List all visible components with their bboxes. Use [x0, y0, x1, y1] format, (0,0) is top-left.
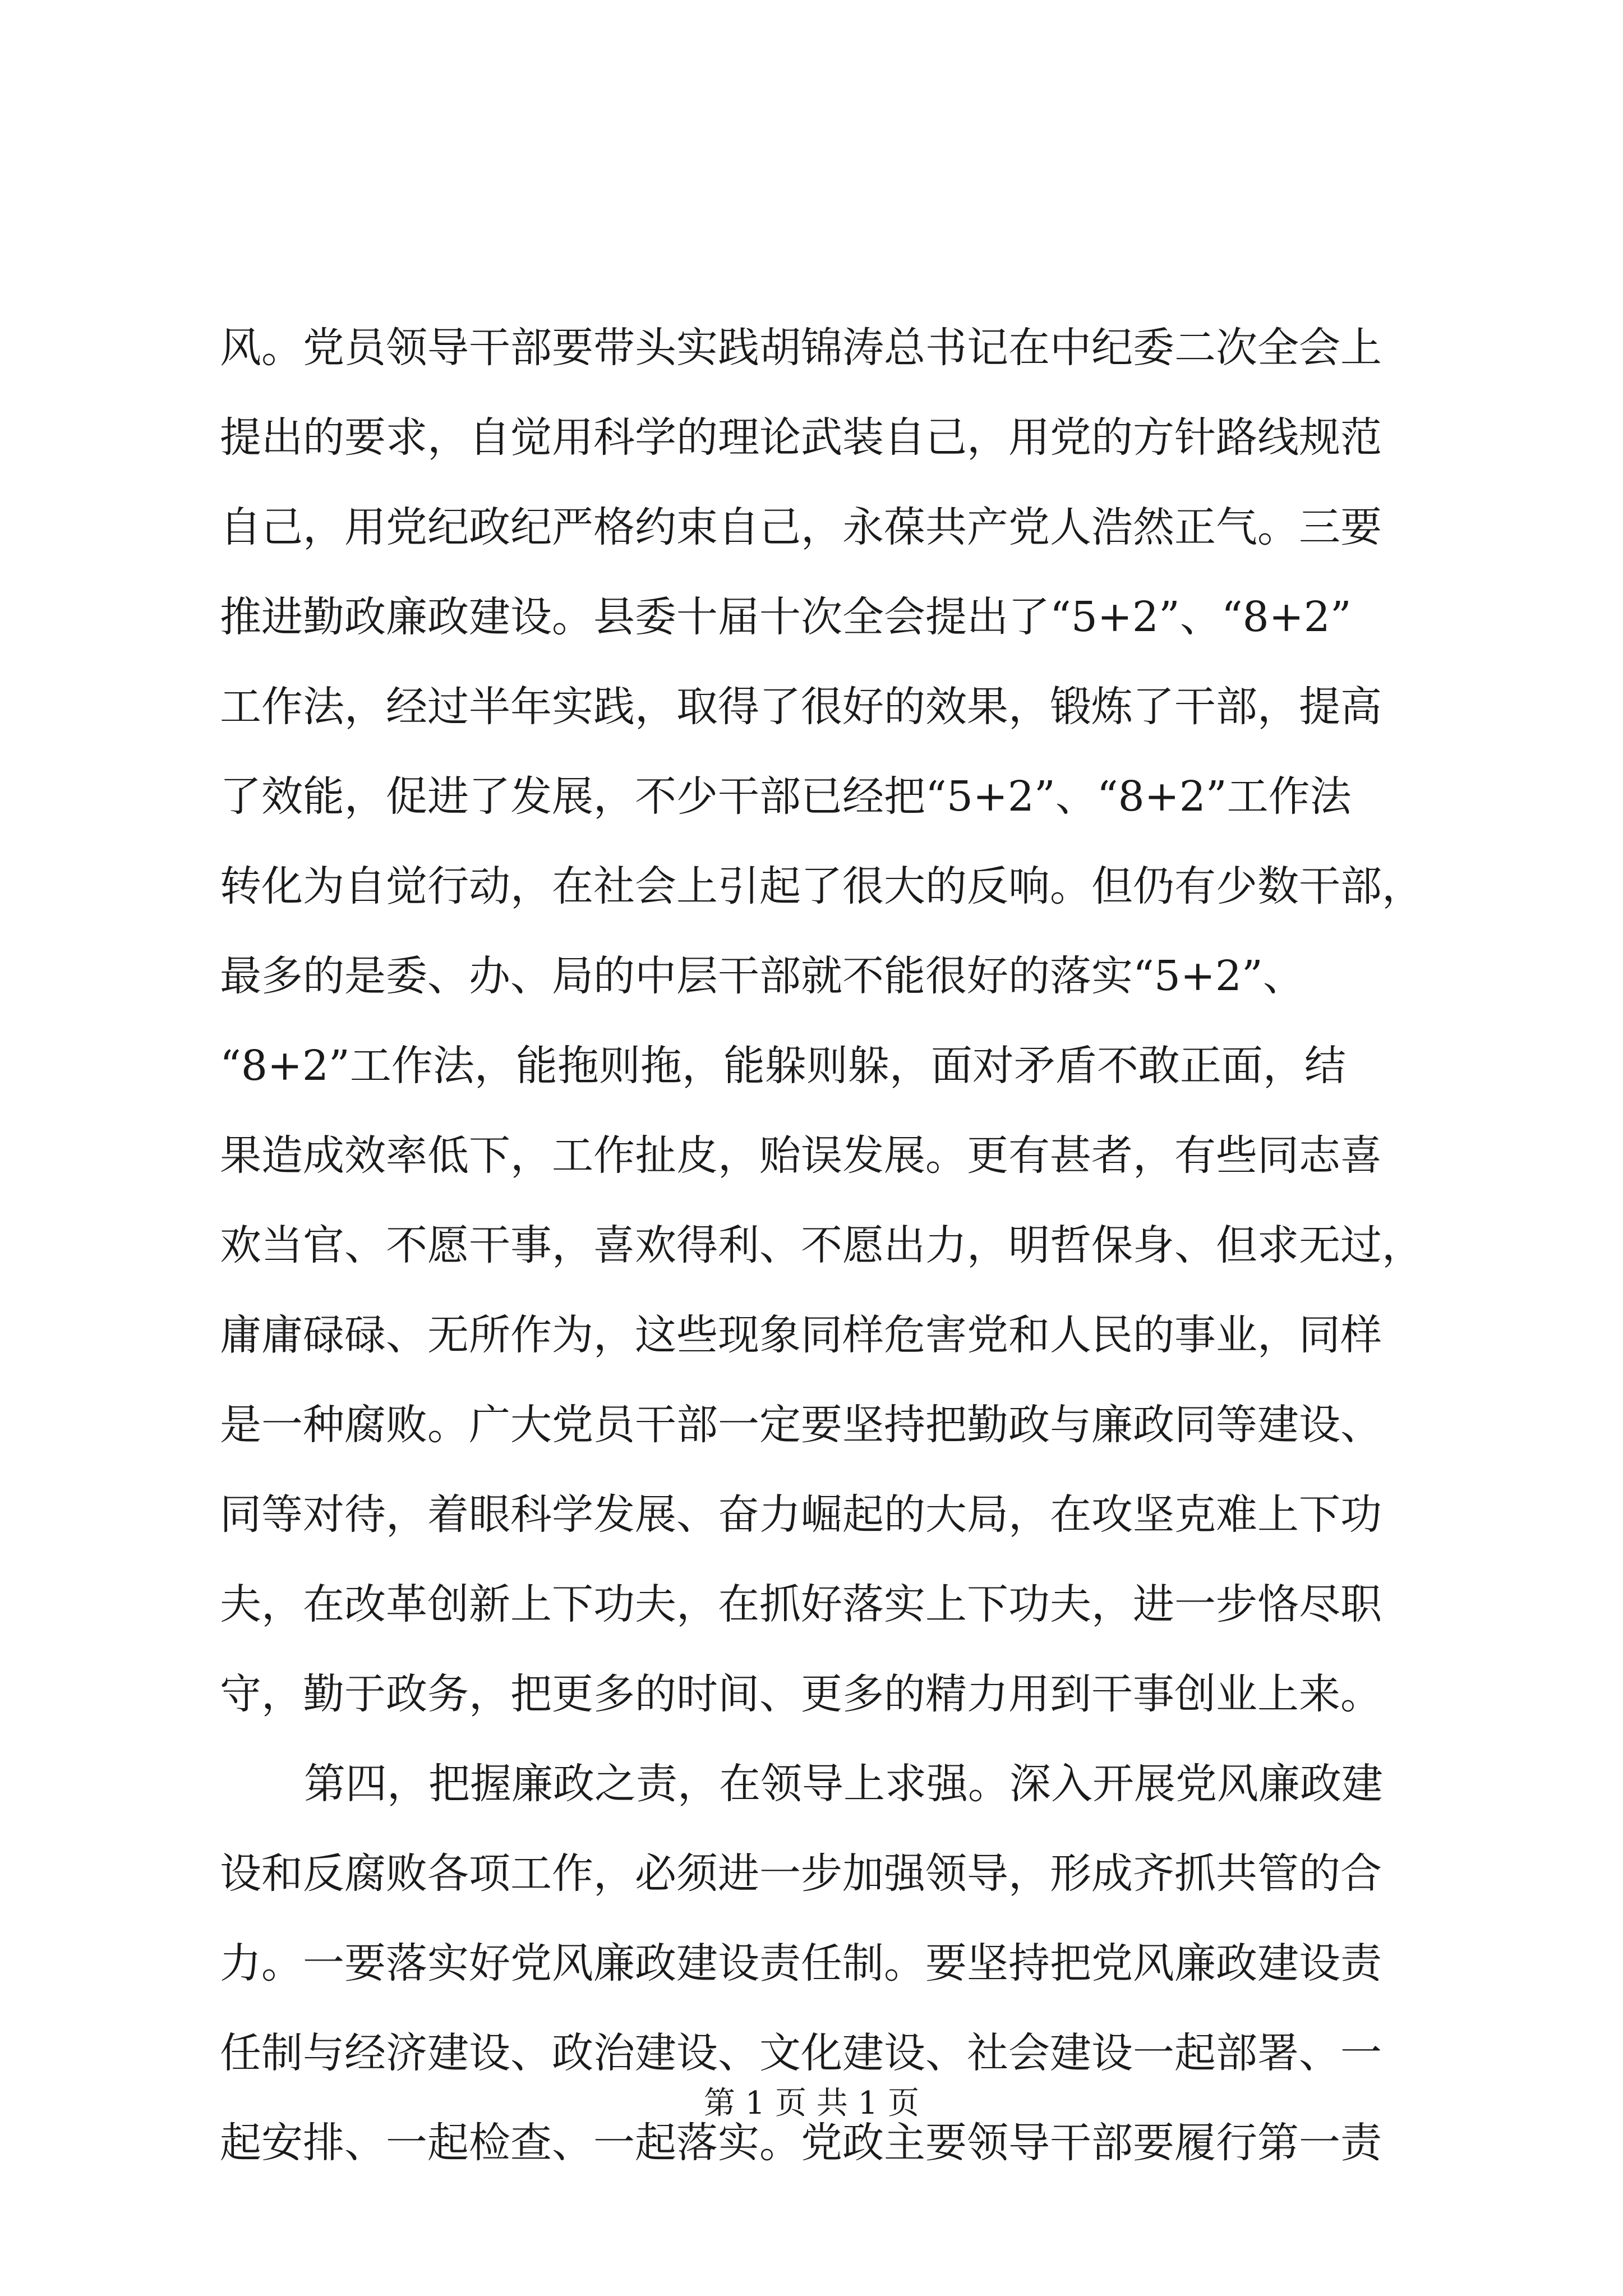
text-line: 提出的要求，自觉用科学的理论武装自己，用党的方针路线规范 [220, 413, 1382, 462]
text-line: “8+2”工作法，能拖则拖，能躲则躲，面对矛盾不敢正面，结 [220, 1042, 1346, 1090]
text-line: 自己，用党纪政纪严格约束自己，永葆共产党人浩然正气。三要 [220, 503, 1382, 551]
text-line: 力。一要落实好党风廉政建设责任制。要坚持把党风廉政建设责 [220, 1939, 1382, 1987]
text-line: 转化为自觉行动，在社会上引起了很大的反响。但仍有少数干部， [220, 862, 1423, 910]
text-line: 庸庸碌碌、无所作为，这些现象同样危害党和人民的事业，同样 [220, 1311, 1382, 1359]
text-line: 同等对待，着眼科学发展、奋力崛起的大局，在攻坚克难上下功 [220, 1490, 1382, 1539]
text-line: 果造成效率低下，工作扯皮，贻误发展。更有甚者，有些同志喜 [220, 1131, 1382, 1180]
text-line: 守，勤于政务，把更多的时间、更多的精力用到干事创业上来。 [220, 1670, 1382, 1718]
page-number-footer: 第 1 页 共 1 页 [703, 2085, 920, 2122]
text-line: 起安排、一起检查、一起落实。党政主要领导干部要履行第一责 [220, 2119, 1382, 2167]
text-line: 最多的是委、办、局的中层干部就不能很好的落实“5+2”、 [220, 952, 1304, 1000]
text-line: 夫，在改革创新上下功夫，在抓好落实上下功夫，进一步恪尽职 [220, 1580, 1382, 1628]
text-line: 风。党员领导干部要带头实践胡锦涛总书记在中纪委二次全会上 [220, 324, 1382, 372]
text-line: 推进勤政廉政建设。县委十届十次全会提出了“5+2”、“8+2” [220, 593, 1352, 641]
text-line: 设和反腐败各项工作，必须进一步加强领导，形成齐抓共管的合 [220, 1849, 1382, 1898]
text-line: 了效能，促进了发展，不少干部已经把“5+2”、“8+2”工作法 [220, 772, 1352, 821]
document-body [220, 303, 1423, 2188]
text-line: 工作法，经过半年实践，取得了很好的效果，锻炼了干部，提高 [220, 683, 1382, 731]
text-line: 欢当官、不愿干事，喜欢得利、不愿出力，明哲保身、但求无过， [220, 1221, 1423, 1269]
paragraph-start-line: 第四，把握廉政之责，在领导上求强。深入开展党风廉政建 [304, 1760, 1383, 1808]
text-line: 是一种腐败。广大党员干部一定要坚持把勤政与廉政同等建设、 [220, 1401, 1382, 1449]
text-line: 任制与经济建设、政治建设、文化建设、社会建设一起部署、一 [220, 2029, 1382, 2077]
